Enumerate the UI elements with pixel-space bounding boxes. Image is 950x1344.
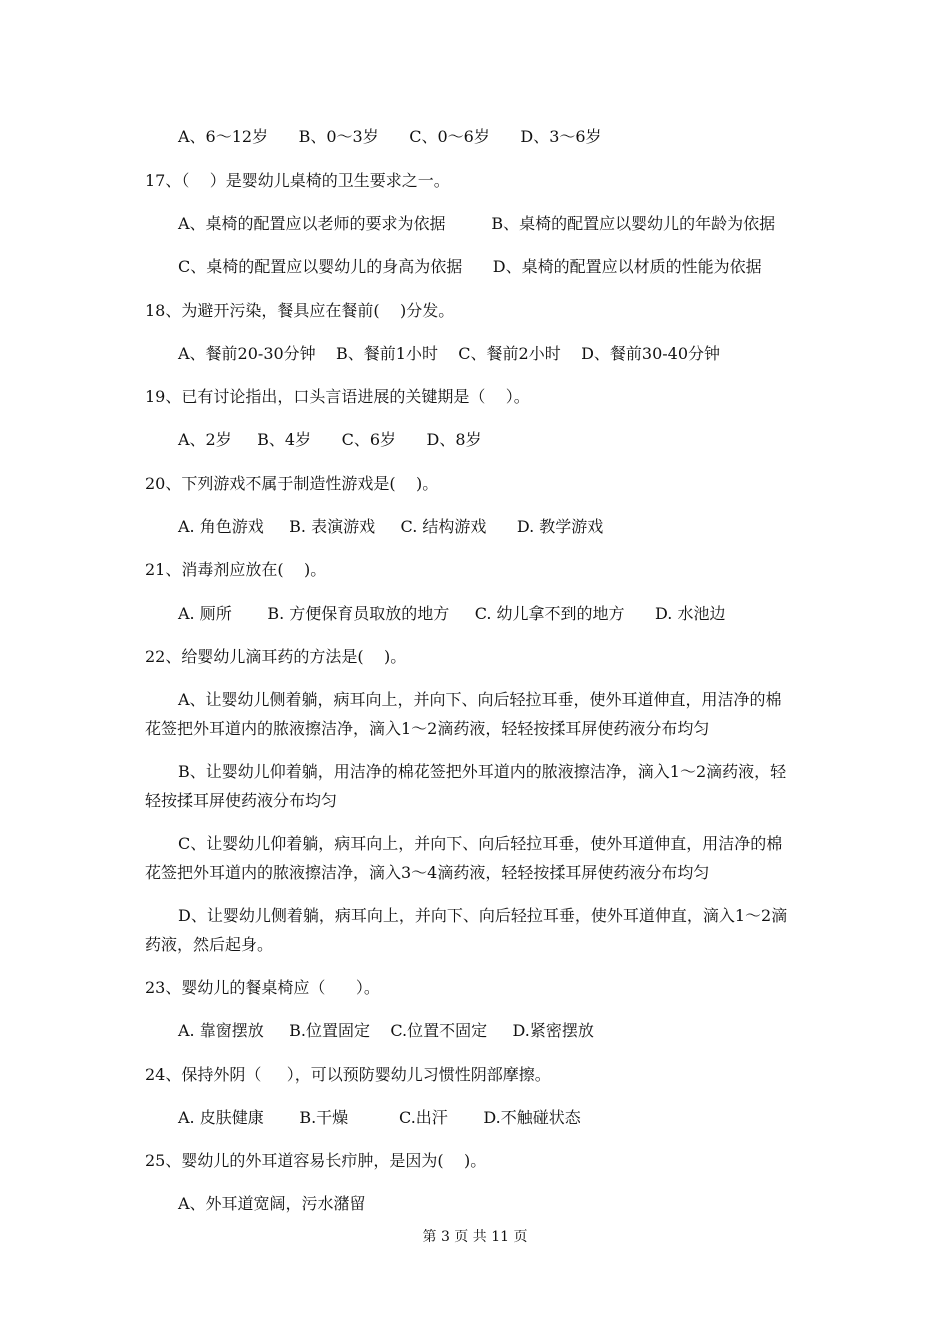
q16-options: A、6～12岁 B、0～3岁 C、0～6岁 D、3～6岁 [178, 127, 602, 146]
q21-options: A. 厕所 B. 方便保育员取放的地方 C. 幼儿拿不到的地方 D. 水池边 [178, 604, 726, 623]
q19-question: 19、已有讨论指出，口头言语进展的关键期是（ ）。 [145, 387, 530, 406]
q24-question: 24、保持外阴（ ），可以预防婴幼儿习惯性阴部摩擦。 [145, 1065, 551, 1084]
q20-options: A. 角色游戏 B. 表演游戏 C. 结构游戏 D. 教学游戏 [178, 517, 604, 536]
q25-question: 25、婴幼儿的外耳道容易长疖肿，是因为( )。 [145, 1151, 487, 1170]
q22-option-d-line1: D、让婴幼儿侧着躺，病耳向上，并向下、向后轻拉耳垂，使外耳道伸直，滴入1～2滴 [178, 906, 788, 925]
q17-options-ab: A、桌椅的配置应以老师的要求为依据 B、桌椅的配置应以婴幼儿的年龄为依据 [178, 214, 776, 233]
q20-question: 20、下列游戏不属于制造性游戏是( )。 [145, 474, 439, 493]
q22-option-c-line1: C、让婴幼儿仰着躺，病耳向上，并向下、向后轻拉耳垂，使外耳道伸直，用洁净的棉 [178, 834, 783, 853]
q22-option-a-line1: A、让婴幼儿侧着躺，病耳向上，并向下、向后轻拉耳垂，使外耳道伸直，用洁净的棉 [178, 690, 782, 709]
q22-option-c-line2: 花签把外耳道内的脓液擦洁净，滴入3～4滴药液，轻轻按揉耳屏使药液分布均匀 [145, 863, 710, 882]
q22-option-b-line2: 轻按揉耳屏使药液分布均匀 [145, 791, 338, 810]
q22-option-a-line2: 花签把外耳道内的脓液擦洁净，滴入1～2滴药液，轻轻按揉耳屏使药液分布均匀 [145, 719, 710, 738]
q17-question: 17、（ ）是婴幼儿桌椅的卫生要求之一。 [145, 171, 450, 190]
q17-options-cd: C、桌椅的配置应以婴幼儿的身高为依据 D、桌椅的配置应以材质的性能为依据 [178, 257, 762, 276]
q23-question: 23、婴幼儿的餐桌椅应（ ）。 [145, 978, 380, 997]
q24-options: A. 皮肤健康 B.干燥 C.出汗 D.不触碰状态 [178, 1108, 581, 1127]
q25-option-a: A、外耳道宽阔，污水潴留 [178, 1194, 366, 1213]
q22-option-d-line2: 药液，然后起身。 [145, 935, 274, 954]
page-footer: 第 3 页 共 11 页 [422, 1229, 528, 1245]
q18-question: 18、为避开污染，餐具应在餐前( )分发。 [145, 301, 455, 320]
q22-question: 22、给婴幼儿滴耳药的方法是( )。 [145, 647, 407, 666]
q21-question: 21、消毒剂应放在( )。 [145, 560, 327, 579]
q18-options: A、餐前20-30分钟 B、餐前1小时 C、餐前2小时 D、餐前30-40分钟 [178, 344, 721, 363]
q22-option-b-line1: B、让婴幼儿仰着躺，用洁净的棉花签把外耳道内的脓液擦洁净，滴入1～2滴药液，轻 [178, 762, 787, 781]
q23-options: A. 靠窗摆放 B.位置固定 C.位置不固定 D.紧密摆放 [178, 1021, 594, 1040]
q19-options: A、2岁 B、4岁 C、6岁 D、8岁 [178, 430, 482, 449]
